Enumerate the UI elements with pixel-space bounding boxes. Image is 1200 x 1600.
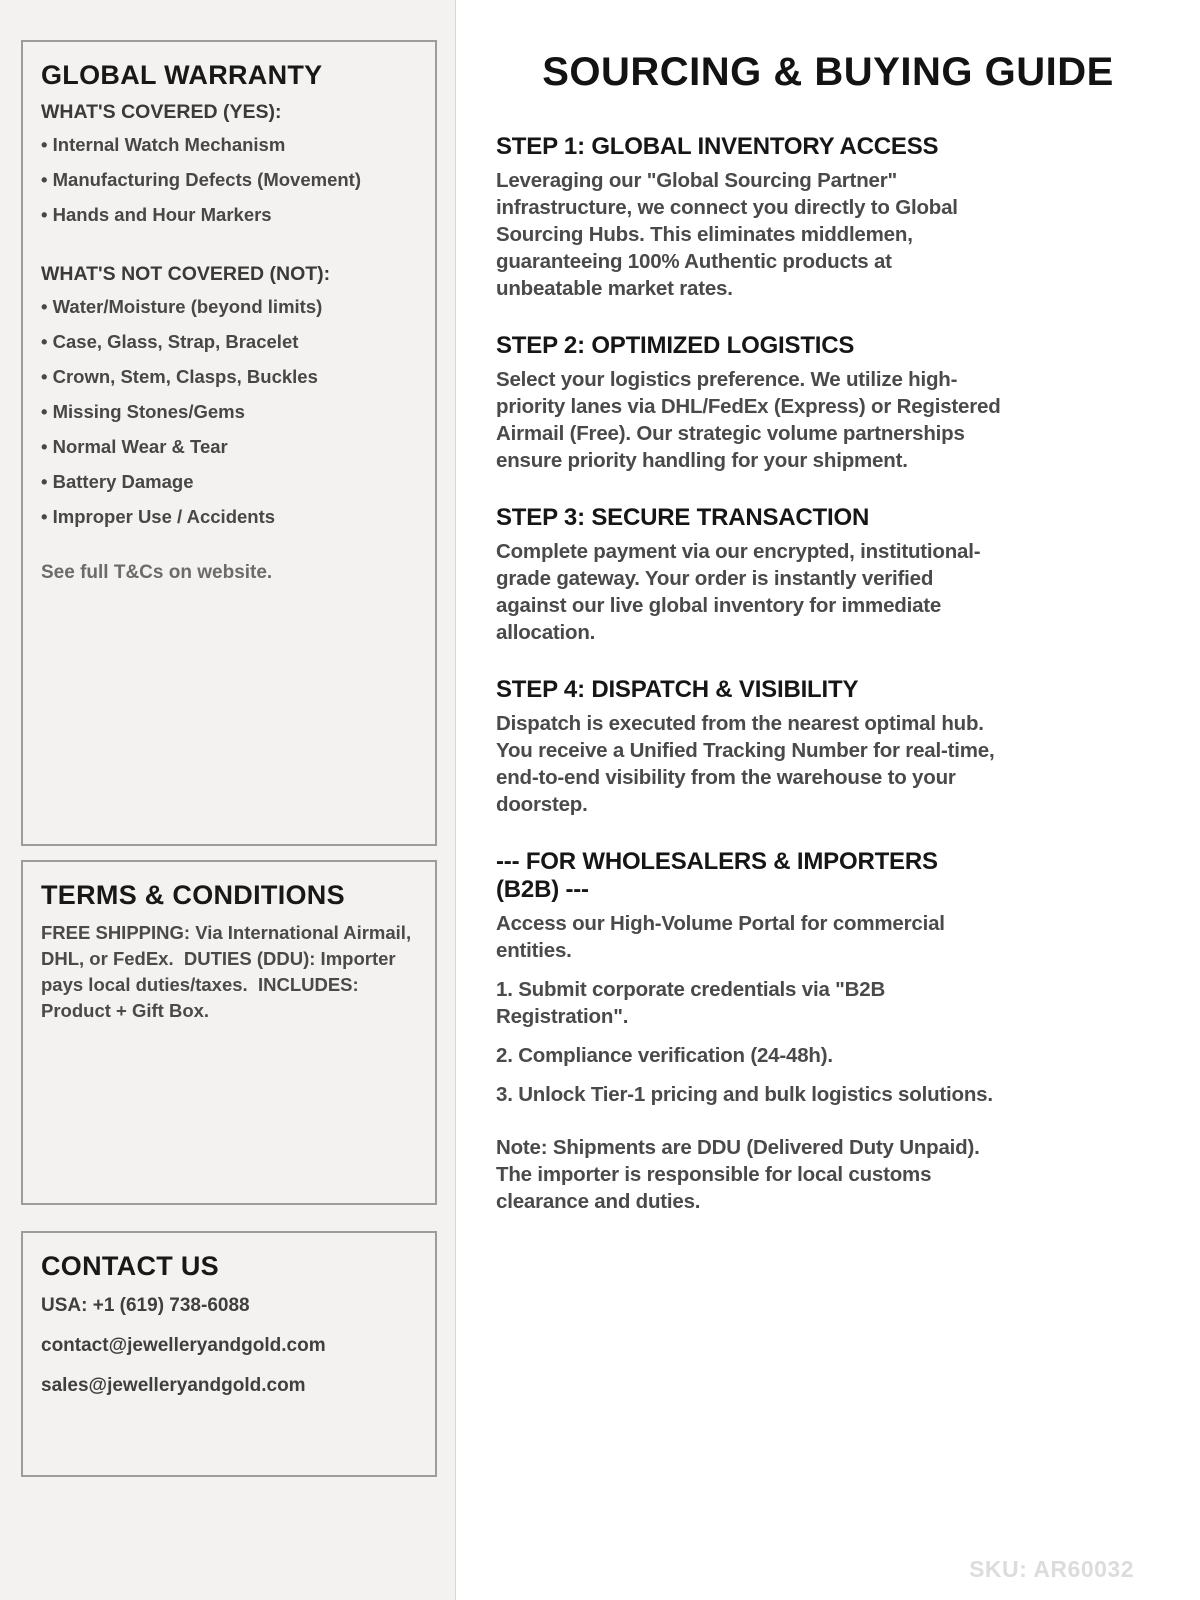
b2b-item-2: 2. Compliance verification (24-48h). xyxy=(496,1044,833,1067)
covered-heading: WHAT'S COVERED (YES): xyxy=(41,101,282,123)
b2b-heading: --- FOR WHOLESALERS & IMPORTERS (B2B) --- xyxy=(496,848,938,903)
step-4-heading: STEP 4: DISPATCH & VISIBILITY xyxy=(496,676,859,703)
step-2-heading: STEP 2: OPTIMIZED LOGISTICS xyxy=(496,332,855,359)
terms-box xyxy=(21,860,437,1205)
contact-phone: USA: +1 (619) 738-6088 xyxy=(41,1295,250,1316)
step-3-body: Complete payment via our encrypted, institutional-grade gateway. Your order is instantly verified against our live global inventory for immediate allocation. xyxy=(496,540,981,644)
guide-body xyxy=(496,133,1001,1215)
warranty-title: GLOBAL WARRANTY xyxy=(41,60,323,90)
list-item: • Battery Damage xyxy=(41,470,417,494)
sku-label: SKU: AR60032 xyxy=(969,1556,1134,1582)
main-content xyxy=(456,0,1200,1600)
step-2-body: Select your logistics preference. We utilize high-priority lanes via DHL/FedEx (Express) or Registered Airmail (Free). Our strategic volume partnerships ensure priority handling for your shipment. xyxy=(496,368,1001,472)
terms-body: FREE SHIPPING: Via International Airmail, DHL, or FedEx. DUTIES (DDU): Importer pays local duties/taxes. INCLUDES: Product + Gift Box. xyxy=(41,922,417,1021)
list-item: • Internal Watch Mechanism xyxy=(41,133,417,157)
contact-email-sales: sales@jewelleryandgold.com xyxy=(41,1375,306,1396)
step-1-heading: STEP 1: GLOBAL INVENTORY ACCESS xyxy=(496,133,939,160)
b2b-intro: Access our High-Volume Portal for commercial entities. xyxy=(496,912,945,962)
list-item: • Water/Moisture (beyond limits) xyxy=(41,295,417,319)
list-item: • Case, Glass, Strap, Bracelet xyxy=(41,330,417,354)
list-item: • Missing Stones/Gems xyxy=(41,400,417,424)
list-item: • Manufacturing Defects (Movement) xyxy=(41,168,417,192)
warranty-footnote: See full T&Cs on website. xyxy=(41,562,273,583)
b2b-item-1: 1. Submit corporate credentials via "B2B Registration". xyxy=(496,978,886,1028)
not-covered-list xyxy=(41,295,417,529)
list-item: • Crown, Stem, Clasps, Buckles xyxy=(41,365,417,389)
contact-email-primary: contact@jewelleryandgold.com xyxy=(41,1335,326,1356)
page-title: SOURCING & BUYING GUIDE xyxy=(542,50,1114,94)
terms-title: TERMS & CONDITIONS xyxy=(41,880,345,910)
step-1-body: Leveraging our "Global Sourcing Partner" infrastructure, we connect you directly to Global Sourcing Hubs. This eliminates middlemen, guaranteeing 100% Authentic products at unbeatable market rates. xyxy=(496,169,958,300)
contact-box xyxy=(21,1231,437,1477)
covered-list xyxy=(41,133,417,227)
sidebar xyxy=(0,0,456,1600)
list-item: • Normal Wear & Tear xyxy=(41,435,417,459)
step-3-heading: STEP 3: SECURE TRANSACTION xyxy=(496,504,870,531)
contact-title: CONTACT US xyxy=(41,1251,219,1281)
list-item: • Hands and Hour Markers xyxy=(41,203,417,227)
b2b-note: Note: Shipments are DDU (Delivered Duty Unpaid). The importer is responsible for local customs clearance and duties. xyxy=(496,1136,980,1213)
b2b-item-3: 3. Unlock Tier-1 pricing and bulk logistics solutions. xyxy=(496,1083,993,1106)
not-covered-heading: WHAT'S NOT COVERED (NOT): xyxy=(41,263,331,285)
warranty-box xyxy=(21,40,437,846)
step-4-body: Dispatch is executed from the nearest optimal hub. You receive a Unified Tracking Number for real-time, end-to-end visibility from the warehouse to your doorstep. xyxy=(496,712,995,816)
list-item: • Improper Use / Accidents xyxy=(41,505,417,529)
